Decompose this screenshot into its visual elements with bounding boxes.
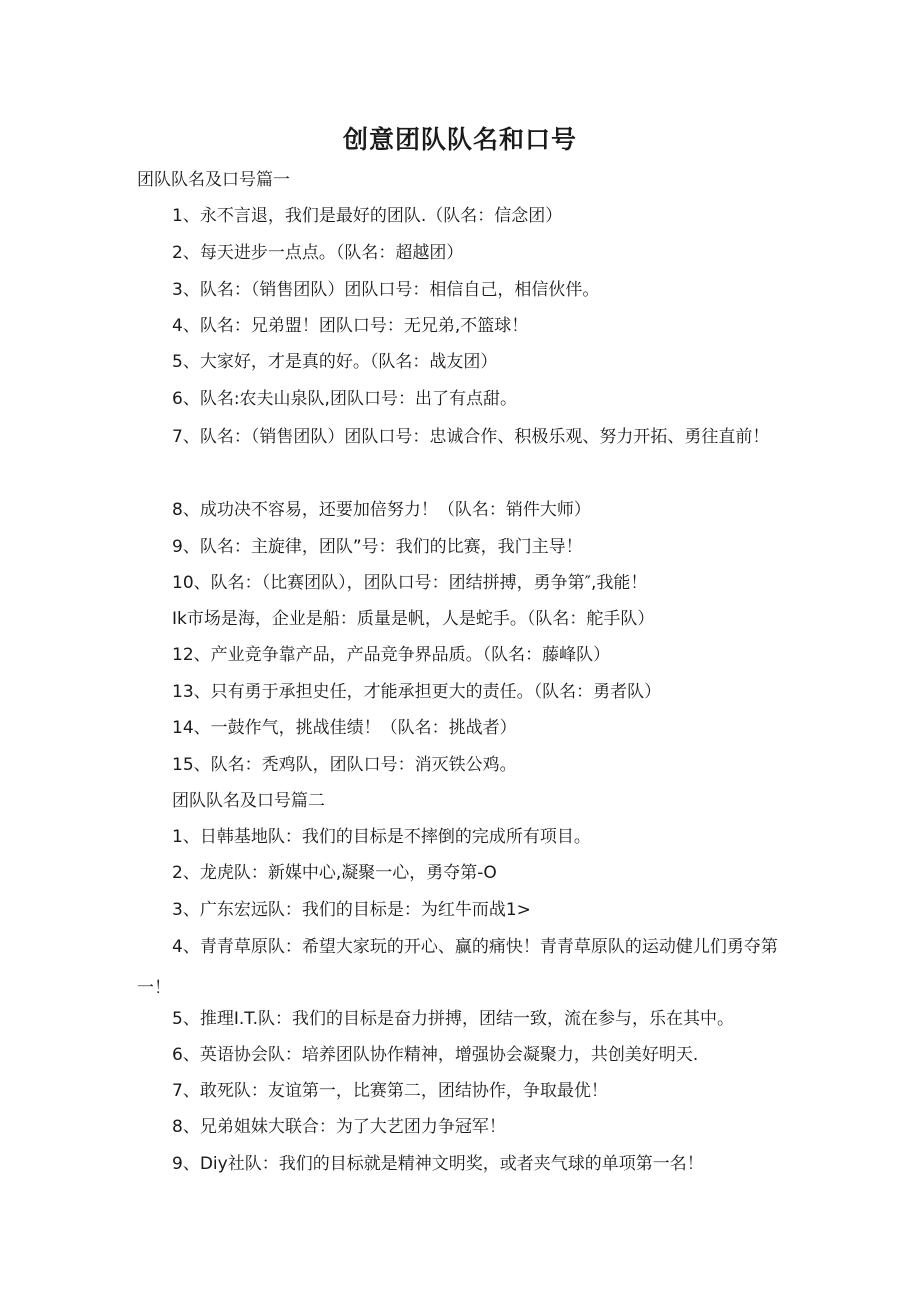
- list-item: 3、队名：（销售团队）团队口号：相信自己，相信伙伴。: [172, 280, 600, 300]
- list-item: 13、只有勇于承担史任，才能承担更大的责任。（队名：勇者队）: [172, 682, 662, 702]
- list-item: 14、一鼓作气，挑战佳绩！（队名：挑战者）: [172, 718, 517, 738]
- section-heading-1: 团队队名及口号篇一: [137, 170, 290, 190]
- list-item: 6、英语协会队：培养团队协作精神，增强协会凝聚力，共创美好明天.: [172, 1045, 699, 1065]
- list-item: Ik市场是海，企业是船：质量是帆，人是蛇手。（队名：舵手队）: [172, 609, 655, 629]
- list-item: 8、成功决不容易，还要加倍努力！（队名：销件大师）: [172, 500, 591, 520]
- section-heading-2: 团队队名及口号篇二: [172, 791, 325, 811]
- list-item: 10、队名：（比赛团队），团队口号：团结拼搏，勇争第″,我能！: [172, 573, 648, 593]
- list-item: 2、每天进步一点点。（队名：超越团）: [172, 243, 464, 263]
- list-item: 5、推理I.T.队：我们的目标是奋力拼搏，团结一致，流在参与，乐在其中。: [172, 1009, 735, 1029]
- list-item: 9、队名：主旋律，团队”号：我们的比赛，我门主导！: [172, 537, 583, 557]
- list-item: 6、队名:农夫山泉队,团队口号：出了有点甜。: [172, 389, 517, 409]
- list-item: 7、队名：（销售团队）团队口号：忠诚合作、积极乐观、努力开拓、勇往直前！: [172, 427, 770, 447]
- list-item: 3、广东宏远队：我们的目标是：为红牛而战1>: [172, 900, 531, 920]
- list-item: 8、兄弟姐妹大联合：为了大艺团力争冠军！: [172, 1117, 506, 1137]
- list-item: 4、队名：兄弟盟！团队口号：无兄弟,不篮球！: [172, 316, 529, 336]
- list-item: 4、青青草原队：希望大家玩的开心、赢的痛快！青青草原队的运动健儿们勇夺第一！: [137, 937, 778, 998]
- list-item: 7、敢死队：友谊第一，比赛第二，团结协作，争取最优！: [172, 1081, 608, 1101]
- list-item: 9、Diy社队：我们的目标就是精神文明奖，或者夹气球的单项第一名！: [172, 1154, 704, 1174]
- list-item: 1、永不言退，我们是最好的团队.（队名：信念团）: [172, 206, 563, 226]
- list-item: 5、大家好，才是真的好。（队名：战友团）: [172, 352, 498, 372]
- list-item: 2、龙虎队：新媒中心,凝聚一心，勇夺第-O: [172, 863, 497, 883]
- list-item: 15、队名：秃鸡队，团队口号：消灭铁公鸡。: [172, 755, 517, 775]
- list-item: 1、日韩基地队：我们的目标是不摔倒的完成所有项目。: [172, 827, 591, 847]
- document-title: 创意团队队名和口号: [342, 125, 577, 154]
- list-item: 12、产业竞争靠产品，产品竞争界品质。（队名：藤峰队）: [172, 645, 611, 665]
